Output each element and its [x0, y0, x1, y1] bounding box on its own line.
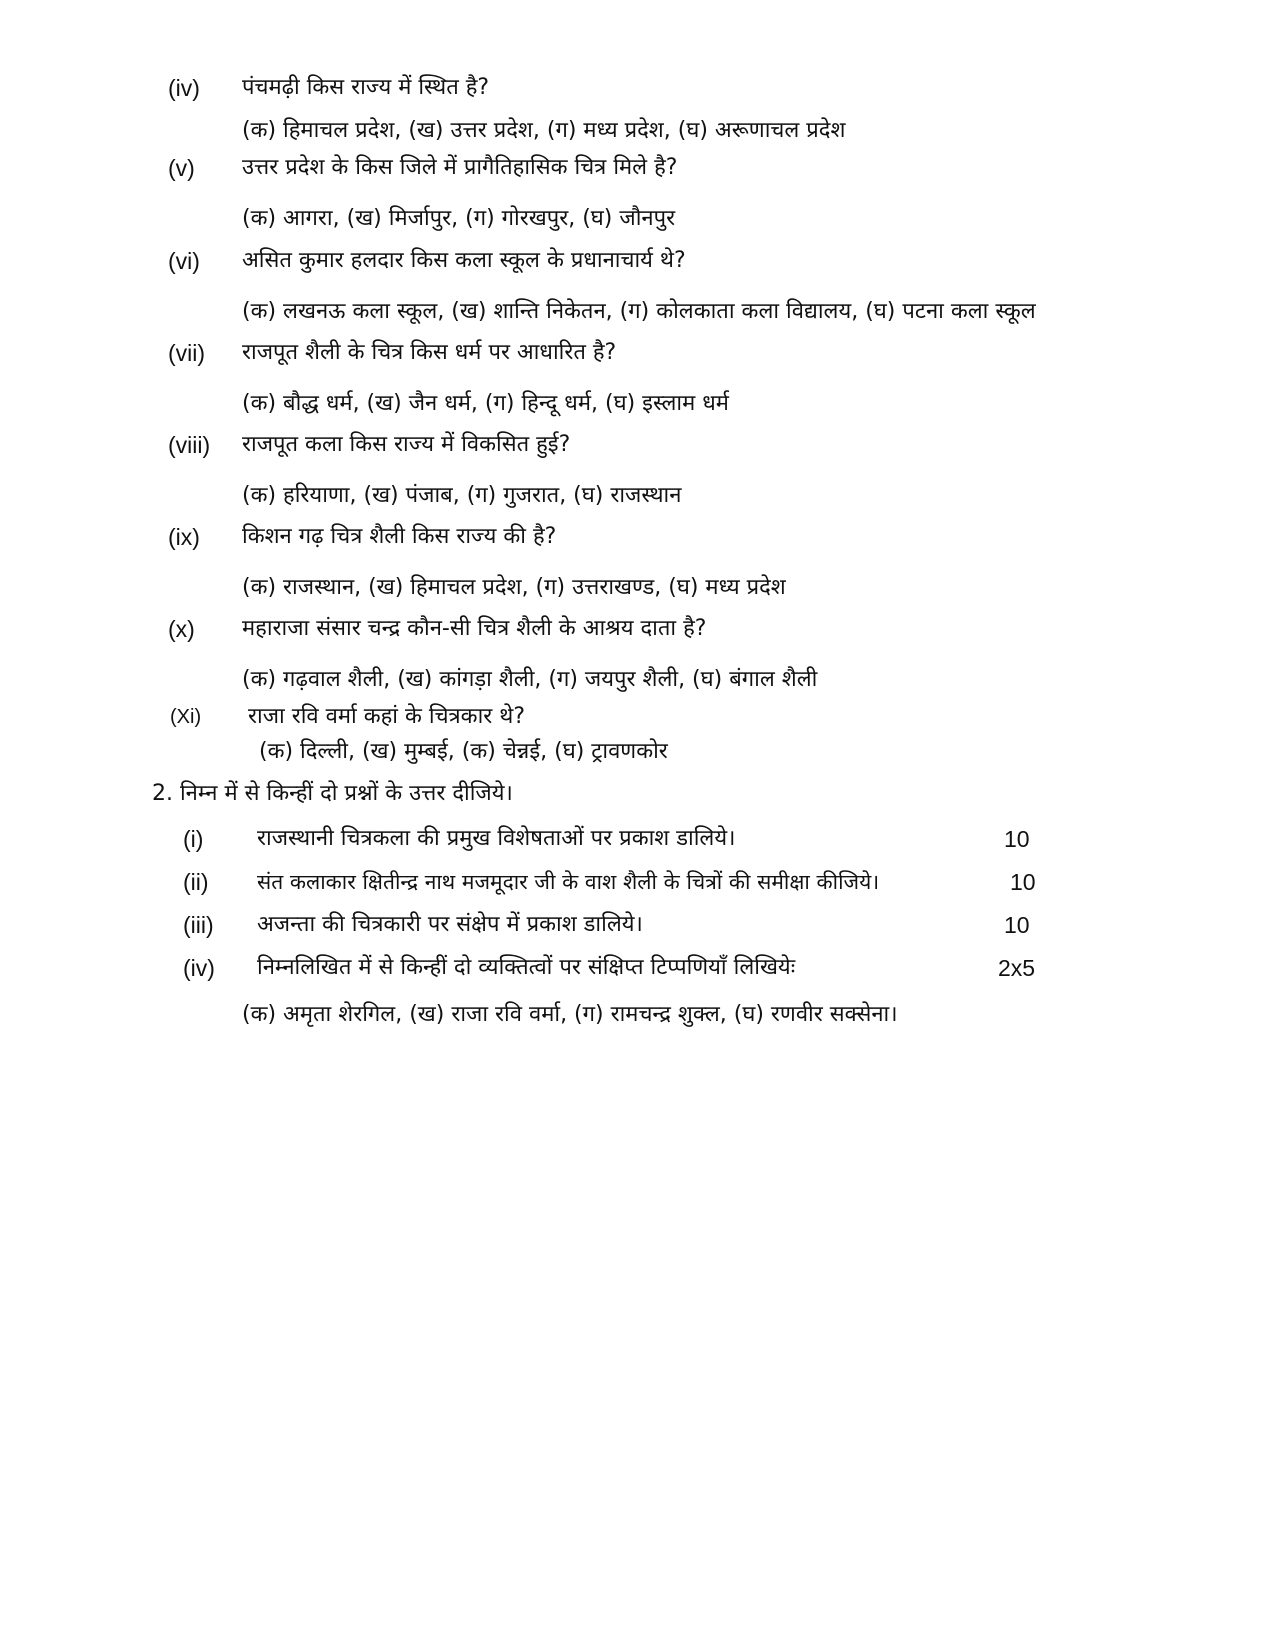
- question-marks: 2x5: [998, 955, 1036, 981]
- question-number: (vii): [168, 340, 206, 366]
- question-number: (v): [168, 155, 195, 181]
- question-text: राजस्थानी चित्रकला की प्रमुख विशेषताओं पर प्रकाश डालिये।: [257, 826, 736, 851]
- question-number: (Xi): [170, 706, 202, 728]
- question-number: (ii): [183, 869, 209, 895]
- question-text: किशन गढ़ चित्र शैली किस राज्य की है?: [242, 524, 557, 549]
- question-options: (क) हिमाचल प्रदेश, (ख) उत्तर प्रदेश, (ग) मध्य प्रदेश, (घ) अरूणाचल प्रदेश: [242, 118, 846, 143]
- question-options: (क) बौद्ध धर्म, (ख) जैन धर्म, (ग) हिन्दू धर्म, (घ) इस्लाम धर्म: [242, 391, 729, 416]
- question-text: निम्नलिखित में से किन्हीं दो व्यक्तित्वों पर संक्षिप्त टिप्पणियाँ लिखियेः: [257, 955, 796, 980]
- question-text: असित कुमार हलदार किस कला स्कूल के प्रधानाचार्य थे?: [242, 248, 686, 273]
- question-text: उत्तर प्रदेश के किस जिले में प्रागैतिहासिक चित्र मिले है?: [242, 155, 678, 180]
- question-options: (क) हरियाणा, (ख) पंजाब, (ग) गुजरात, (घ) राजस्थान: [242, 483, 682, 508]
- question-text: अजन्ता की चित्रकारी पर संक्षेप में प्रकाश डालिये।: [257, 912, 643, 937]
- question-number: (vi): [168, 248, 200, 274]
- question-marks: 10: [1004, 912, 1030, 938]
- section-heading: 2. निम्न में से किन्हीं दो प्रश्नों के उत्तर दीजिये।: [152, 781, 513, 806]
- question-options: (क) राजस्थान, (ख) हिमाचल प्रदेश, (ग) उत्तराखण्ड, (घ) मध्य प्रदेश: [242, 575, 786, 600]
- question-text: राजपूत कला किस राज्य में विकसित हुई?: [242, 432, 571, 457]
- question-marks: 10: [1004, 826, 1030, 852]
- question-text: राजपूत शैली के चित्र किस धर्म पर आधारित है?: [242, 340, 617, 365]
- question-number: (iv): [168, 75, 200, 101]
- question-text: पंचमढ़ी किस राज्य में स्थित है?: [242, 75, 490, 100]
- question-number: (iv): [183, 955, 215, 981]
- question-options: (क) दिल्ली, (ख) मुम्बई, (क) चेन्नई, (घ) ट्रावणकोर: [259, 739, 668, 764]
- question-options: (क) अमृता शेरगिल, (ख) राजा रवि वर्मा, (ग) रामचन्द्र शुक्ल, (घ) रणवीर सक्सेना।: [242, 1002, 898, 1027]
- question-options: (क) लखनऊ कला स्कूल, (ख) शान्ति निकेतन, (ग) कोलकाता कला विद्यालय, (घ) पटना कला स्कूल: [242, 299, 1036, 324]
- question-number: (viii): [168, 432, 211, 458]
- question-number: (i): [183, 826, 204, 852]
- question-number: (iii): [183, 912, 214, 938]
- question-number: (ix): [168, 524, 200, 550]
- question-number: (x): [168, 616, 195, 642]
- question-text: राजा रवि वर्मा कहां के चित्रकार थे?: [248, 704, 526, 729]
- question-text: संत कलाकार क्षितीन्द्र नाथ मजमूदार जी के वाश शैली के चित्रों की समीक्षा कीजिये।: [257, 870, 880, 894]
- question-options: (क) आगरा, (ख) मिर्जापुर, (ग) गोरखपुर, (घ) जौनपुर: [242, 206, 676, 231]
- question-text: महाराजा संसार चन्द्र कौन-सी चित्र शैली के आश्रय दाता है?: [242, 616, 707, 641]
- question-marks: 10: [1010, 869, 1036, 895]
- question-options: (क) गढ़वाल शैली, (ख) कांगड़ा शैली, (ग) जयपुर शैली, (घ) बंगाल शैली: [242, 667, 818, 692]
